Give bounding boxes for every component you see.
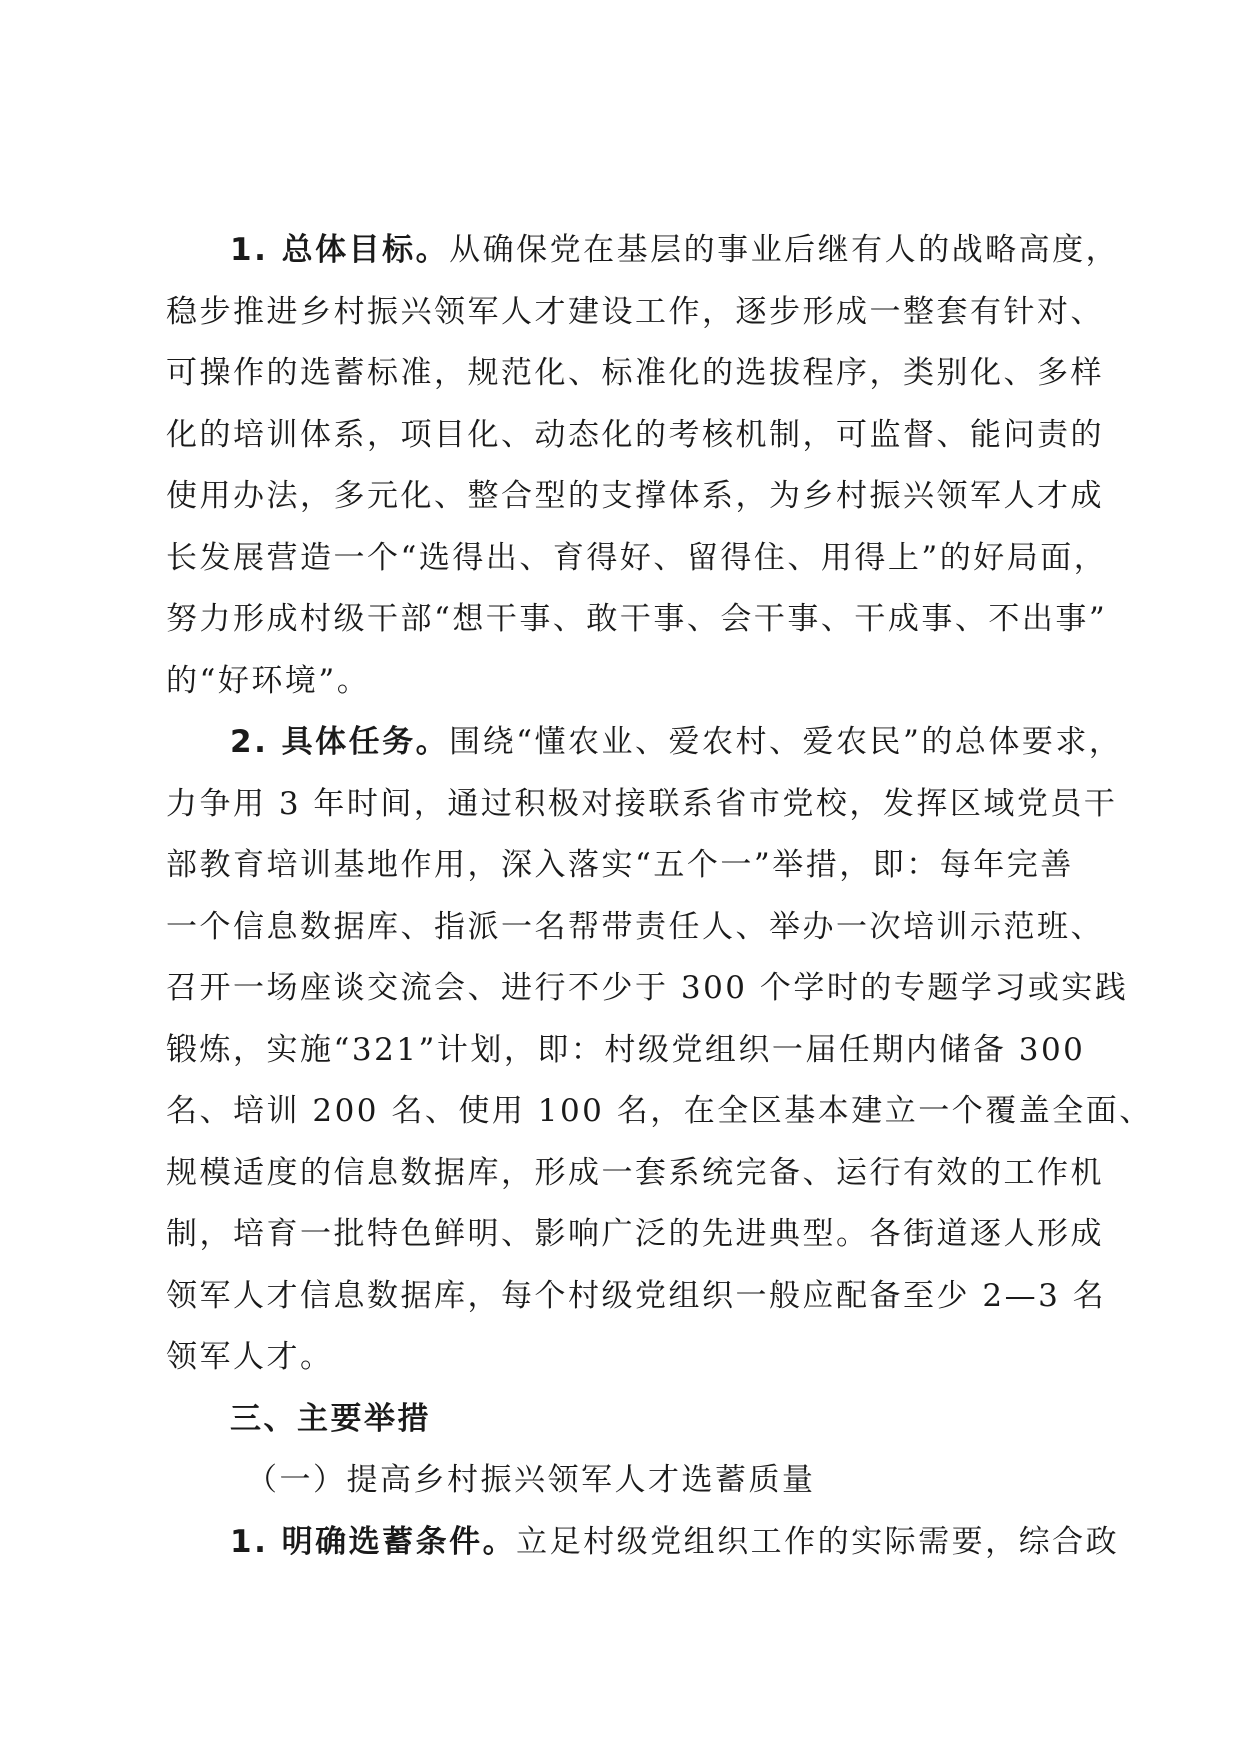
paragraph-line: 化的培训体系，项目化、动态化的考核机制，可监督、能问责的	[166, 416, 1104, 453]
paragraph-line: 制，培育一批特色鲜明、影响广泛的先进典型。各街道逐人形成	[166, 1216, 1104, 1252]
paragraph-line: 努力形成村级干部“想干事、敢干事、会干事、干成事、不出事”	[166, 601, 1108, 637]
paragraph-line: 可操作的选蓄标准，规范化、标准化的选拔程序，类别化、多样	[166, 355, 1104, 391]
paragraph-line: 名、培训 200 名、使用 100 名，在全区基本建立一个覆盖全面、	[166, 1093, 1153, 1129]
selection-criteria-text: 立足村级党组织工作的实际需要，综合政	[516, 1523, 1120, 1560]
section-heading-main-measures: 三、主要举措	[230, 1400, 431, 1437]
paragraph-line: 一个信息数据库、指派一名帮带责任人、举办一次培训示范班、	[166, 908, 1104, 945]
specific-tasks-lead: 2. 具体任务。	[230, 724, 450, 760]
paragraph-specific-tasks-line-1	[166, 712, 1123, 774]
paragraph-line: 规模适度的信息数据库，形成一套系统完备、运行有效的工作机	[166, 1154, 1104, 1191]
paragraph-line: 领军人才信息数据库，每个村级党组织一般应配备至少 2—3 名	[166, 1277, 1107, 1314]
overall-goal-lead: 1. 总体目标。	[230, 232, 450, 268]
paragraph-line: 稳步推进乡村振兴领军人才建设工作，逐步形成一整套有针对、	[166, 293, 1104, 330]
paragraph-selection-criteria-line-1	[166, 1512, 1120, 1574]
paragraph-line: 使用办法，多元化、整合型的支撑体系，为乡村振兴领军人才成	[166, 478, 1104, 514]
selection-criteria-lead: 1. 明确选蓄条件。	[230, 1523, 517, 1560]
paragraph-overall-goal-line-1	[166, 220, 1120, 282]
paragraph-line: 长发展营造一个“选得出、育得好、留得住、用得上”的好局面，	[166, 539, 1108, 576]
paragraph-line: 部教育培训基地作用，深入落实“五个一”举措，即：每年完善	[166, 847, 1074, 883]
specific-tasks-text: 围绕“懂农业、爱农村、爱农民”的总体要求，	[449, 724, 1123, 760]
document-body	[166, 220, 1153, 1573]
paragraph-line: 力争用 3 年时间，通过积极对接联系省市党校，发挥区域党员干	[166, 785, 1118, 822]
subsection-heading: （一）提高乡村振兴领军人才选蓄质量	[246, 1462, 816, 1498]
paragraph-line: 领军人才。	[166, 1339, 334, 1375]
paragraph-line: 召开一场座谈交流会、进行不少于 300 个学时的专题学习或实践	[166, 970, 1129, 1006]
paragraph-line: 的“好环境”。	[166, 662, 371, 699]
overall-goal-text: 从确保党在基层的事业后继有人的战略高度，	[449, 232, 1120, 268]
paragraph-line: 锻炼，实施“321”计划，即：村级党组织一届任期内储备 300	[166, 1031, 1086, 1068]
